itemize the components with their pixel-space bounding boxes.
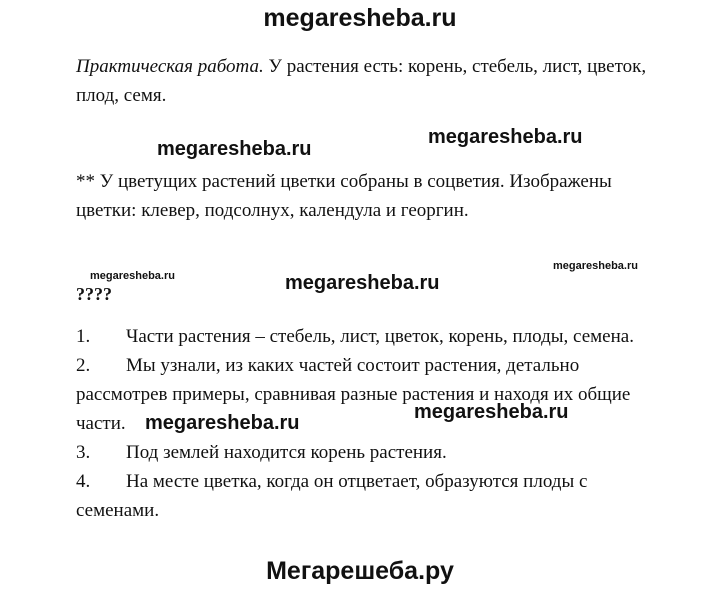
answer-text: На месте цветка, когда он отцветает, образуются плоды с — [126, 471, 588, 492]
answer-item-4 — [76, 467, 587, 496]
practical-label: Практическая работа. — [76, 56, 264, 77]
answer-number: 4. — [76, 471, 91, 492]
practical-text: У растения есть: корень, стебель, лист, цветок, — [263, 56, 647, 77]
watermark: megaresheba.ru — [157, 138, 312, 160]
questions-heading: ???? — [76, 284, 112, 304]
answer-item-1 — [76, 322, 634, 351]
watermark: megaresheba.ru — [428, 126, 583, 148]
starred-line-2: цветки: клевер, подсолнух, календула и георгин. — [76, 200, 469, 221]
watermark: megaresheba.ru — [414, 401, 569, 423]
answer-text: Мы узнали, из каких частей состоит растения, детально — [126, 355, 580, 376]
practical-line-1 — [76, 52, 646, 81]
practical-line-2: плод, семя. — [76, 85, 167, 106]
site-footer-title: Мегарешеба.ру — [266, 557, 454, 585]
answer-item-4-continued: семенами. — [76, 500, 160, 521]
site-header-title: megaresheba.ru — [263, 4, 457, 32]
watermark: megaresheba.ru — [145, 412, 300, 434]
answer-item-3 — [76, 438, 447, 467]
answer-text: Части растения – стебель, лист, цветок, корень, плоды, семена. — [126, 326, 634, 347]
answer-number: 2. — [76, 355, 91, 376]
answer-item-2-continued: части. — [76, 413, 126, 434]
starred-line-1: ** У цветущих растений цветки собраны в соцветия. Изображены — [76, 171, 612, 192]
watermark-small: megaresheba.ru — [90, 270, 175, 282]
answer-number: 1. — [76, 326, 91, 347]
watermark-small: megaresheba.ru — [553, 260, 638, 272]
answer-item-2-continued: рассмотрев примеры, сравнивая разные растения и находя их общие — [76, 384, 631, 405]
answer-number: 3. — [76, 442, 91, 463]
answer-text: Под землей находится корень растения. — [126, 442, 447, 463]
answer-item-2 — [76, 351, 579, 380]
watermark: megaresheba.ru — [285, 272, 440, 294]
